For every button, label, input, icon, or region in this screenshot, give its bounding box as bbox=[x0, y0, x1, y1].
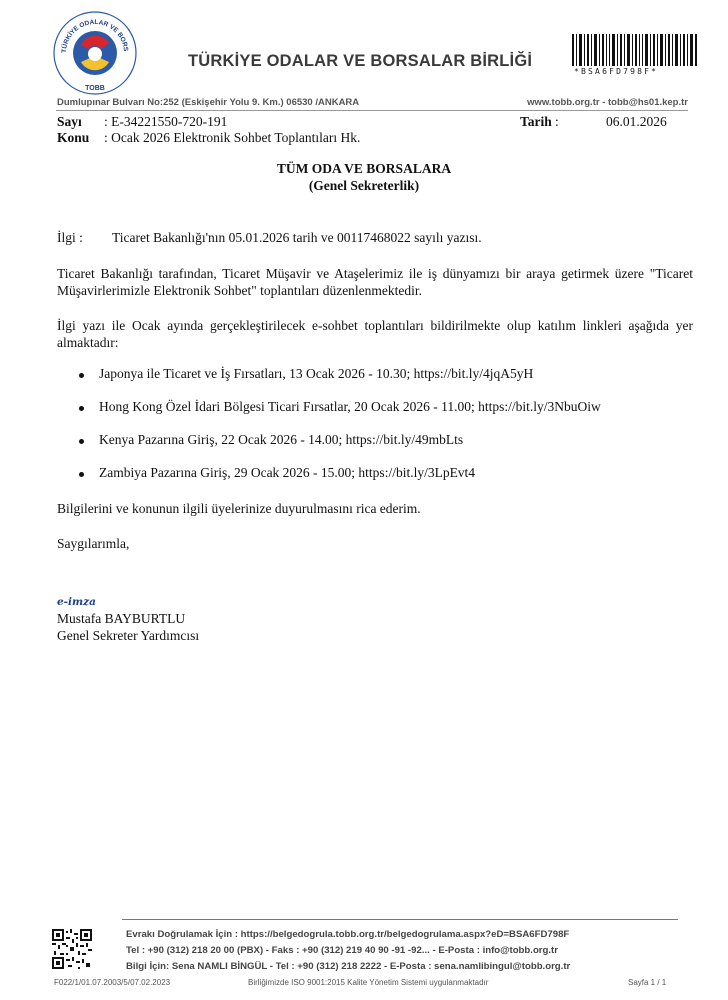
web-contact: www.tobb.org.tr - tobb@hs01.kep.tr bbox=[527, 97, 688, 108]
tarih-value: 06.01.2026 bbox=[606, 114, 667, 129]
svg-text:TÜRKİYE ODALAR VE BORSALAR BİR: TÜRKİYE ODALAR VE BORS bbox=[60, 18, 130, 54]
page-number: Sayfa 1 / 1 bbox=[628, 978, 667, 987]
svg-text:TOBB: TOBB bbox=[85, 85, 105, 92]
e-signature-mark: e-imza bbox=[57, 596, 96, 608]
form-code: F022/1/01.07.2003/5/07.02.2023 bbox=[54, 978, 171, 987]
ilgi-label: İlgi : bbox=[57, 230, 83, 245]
qr-code bbox=[52, 929, 92, 969]
list-item: Hong Kong Özel İdari Bölgesi Ticari Fırsatlar, 20 Ocak 2026 - 11.00; https://bit.ly/3NbuOiw bbox=[99, 399, 601, 414]
recipient-line2: (Genel Sekreterlik) bbox=[308, 178, 420, 193]
iso-notice: Birliğimizde ISO 9001:2015 Kalite Yönetim Sistemi uygulanmaktadır bbox=[248, 978, 489, 987]
list-item: Japonya ile Ticaret ve İş Fırsatları, 13 Ocak 2026 - 10.30; https://bit.ly/4jqA5yH bbox=[99, 366, 534, 381]
ilgi-text: Ticaret Bakanlığı'nın 05.01.2026 tarih ve 00117468022 sayılı yazısı. bbox=[112, 230, 482, 245]
footer-divider bbox=[122, 919, 678, 920]
sayi-label: Sayı bbox=[57, 114, 82, 129]
barcode-text: *BSA6FD798F* bbox=[574, 67, 659, 76]
closing: Saygılarımla, bbox=[57, 536, 130, 551]
konu-label: Konu bbox=[57, 130, 90, 145]
tobb-logo bbox=[52, 10, 138, 96]
recipient-line1: TÜM ODA VE BORSALARA bbox=[276, 161, 452, 176]
organization-name: TÜRKİYE ODALAR VE BORSALAR BİRLİĞİ bbox=[188, 52, 533, 70]
bullet-dot bbox=[79, 406, 84, 411]
tarih-colon: : bbox=[555, 114, 559, 129]
header-divider bbox=[56, 110, 688, 111]
address: Dumlupınar Bulvarı No:252 (Eskişehir Yolu 9. Km.) 06530 /ANKARA bbox=[57, 97, 360, 108]
tarih-label: Tarih bbox=[520, 114, 552, 129]
signer-title: Genel Sekreter Yardımcısı bbox=[57, 628, 200, 643]
bullet-dot bbox=[79, 472, 84, 477]
bullet-dot bbox=[79, 373, 84, 378]
footer-contact: Tel : +90 (312) 218 20 00 (PBX) - Faks : +90 (312) 219 40 90 -91 -92... - E-Posta : info@tobb.org.tr bbox=[126, 945, 558, 956]
bullet-dot bbox=[79, 439, 84, 444]
barcode bbox=[572, 34, 698, 66]
footer-info: Bilgi İçin: Sena NAMLI BİNGÜL - Tel : +90 (312) 218 2222 - E-Posta : sena.namlibingul@tobb.org.tr bbox=[126, 961, 571, 972]
paragraph-1: Ticaret Bakanlığı tarafından, Ticaret Müşavir ve Ataşelerimiz ile iş dünyamızı bir araya getirmek üzere "Ticaret Müşavirlerimizle Elektronik Sohbet" toplantıları düzenlenmektedir. bbox=[57, 266, 693, 298]
konu-value: : Ocak 2026 Elektronik Sohbet Toplantıları Hk. bbox=[104, 130, 361, 145]
list-item: Zambiya Pazarına Giriş, 29 Ocak 2026 - 15.00; https://bit.ly/3LpEvt4 bbox=[99, 465, 476, 480]
sayi-value: : E-34221550-720-191 bbox=[104, 114, 228, 129]
paragraph-2: İlgi yazı ile Ocak ayında gerçekleştirilecek e-sohbet toplantıları bildirilmekte olup katılım linkleri aşağıda yer almaktadır: bbox=[57, 318, 693, 350]
list-item: Kenya Pazarına Giriş, 22 Ocak 2026 - 14.00; https://bit.ly/49mbLts bbox=[99, 432, 464, 447]
signer-name: Mustafa BAYBURTLU bbox=[57, 611, 186, 626]
paragraph-3: Bilgilerini ve konunun ilgili üyelerinize duyurulmasını rica ederim. bbox=[57, 501, 421, 516]
footer-verify-link[interactable]: Evrakı Doğrulamak İçin : https://belgedogrula.tobb.org.tr/belgedogrulama.aspx?eD=BSA6FD798F bbox=[126, 929, 570, 940]
